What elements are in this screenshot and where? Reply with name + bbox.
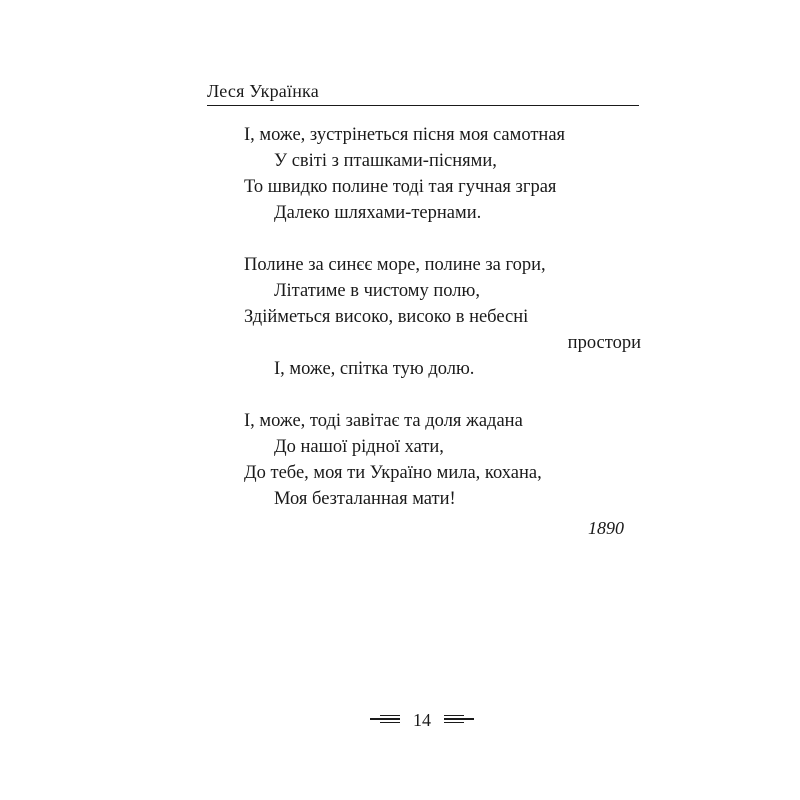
header-author: Леся Українка (207, 81, 319, 101)
poem-line: І, може, зустрінеться пісня моя самотная (244, 125, 566, 145)
header-rule (207, 105, 639, 106)
poem-line: Літатиме в чистому полю, (274, 281, 480, 301)
poem-line: Полине за синєє море, полине за гори, (244, 255, 546, 275)
poem-line: Здійметься високо, високо в небесні (244, 307, 529, 327)
poem-line: У світі з пташками-піснями, (274, 151, 497, 171)
poem-line: І, може, тоді завітає та доля жадана (244, 411, 523, 431)
folio-ornament-right (444, 715, 474, 725)
poem (244, 122, 644, 512)
page-number: 14 (413, 710, 431, 730)
poem-date: 1890 (588, 518, 624, 538)
stanza-2 (244, 252, 644, 382)
poem-line: До тебе, моя ти Україно мила, кохана, (244, 463, 542, 483)
poem-line: До нашої рідної хати, (274, 437, 444, 457)
stanza-gap (244, 226, 644, 252)
stanza-1 (244, 122, 644, 226)
poem-line: Далеко шляхами-тернами. (274, 203, 482, 223)
poem-line: Моя безталанная мати! (274, 489, 456, 509)
poem-line: І, може, спітка тую долю. (274, 359, 475, 379)
running-header (207, 80, 639, 106)
page-footer (370, 708, 474, 732)
poem-line-turnover: простори (567, 333, 641, 353)
stanza-3 (244, 408, 644, 512)
stanza-gap (244, 382, 644, 408)
poem-line: То швидко полине тоді тая гучная зграя (244, 177, 557, 197)
